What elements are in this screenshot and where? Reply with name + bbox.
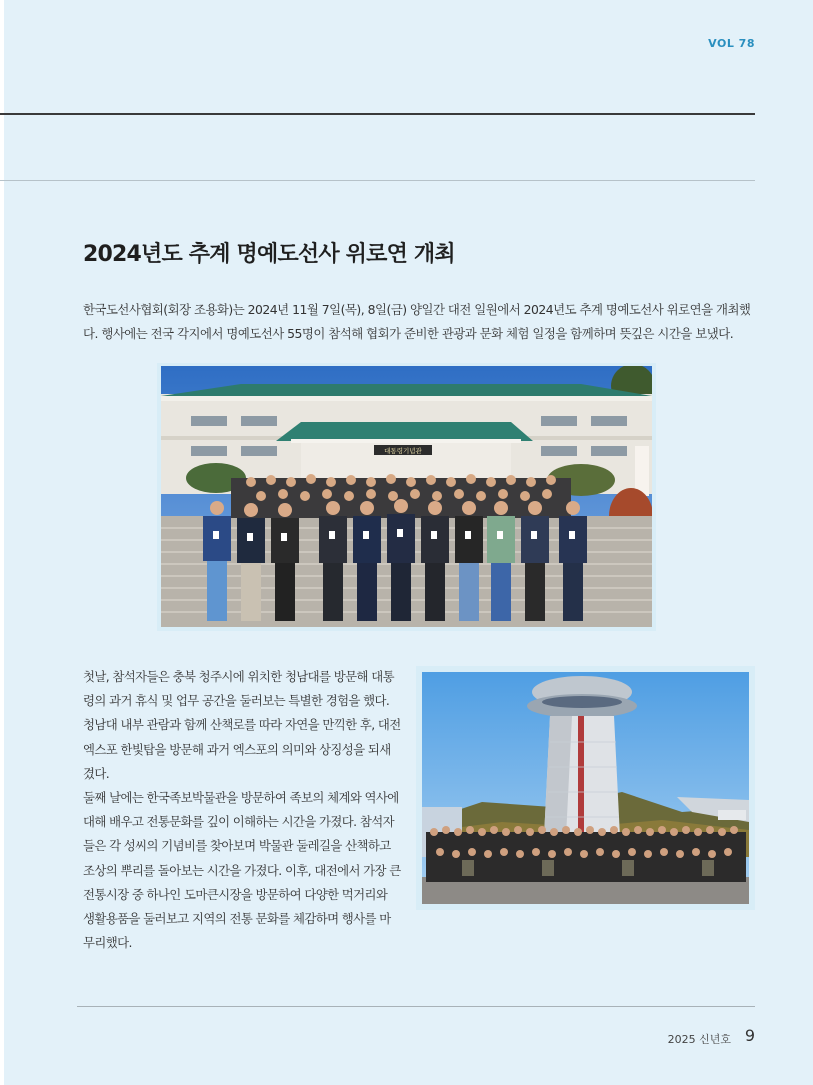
group-photo-building-image <box>161 366 652 627</box>
article-title: 2024년도 추계 명예도선사 위로연 개최 <box>83 242 455 267</box>
page-number: 9 <box>744 1026 755 1045</box>
volume-label: VOL 78 <box>708 37 755 50</box>
section-rule <box>0 180 755 181</box>
issue-label: 2025 신년호 <box>667 1033 731 1046</box>
group-photo-tower <box>416 666 755 910</box>
article-body <box>83 665 401 955</box>
svg-text:대통령기념관: 대통령기념관 <box>384 447 422 455</box>
body-paragraph: 첫날, 참석자들은 충북 청주시에 위치한 청남대를 방문해 대통령의 과거 휴식 및 업무 공간을 둘러보는 특별한 경험을 했다. 청남대 내부 관람과 함께 산책로를 따라 자연을 만끽한 후, 대전 엑스포 한빛탑을 방문해 과거 엑스포의 의미와 상징성을 되새겼다. <box>83 669 401 781</box>
header-rule <box>0 113 755 115</box>
article-intro: 한국도선사협회(회장 조용화)는 2024년 11월 7일(목), 8일(금) 양일간 대전 일원에서 2024년도 추계 명예도선사 위로연을 개최했다. 행사에는 전국 각지에서 명예도선사 55명이 참석해 협회가 준비한 관광과 문화 체험 일정을 함께하며 뜻깊은 시간을 보냈다. <box>83 302 751 341</box>
footer-rule <box>77 1006 755 1007</box>
group-photo-building <box>157 363 656 631</box>
body-paragraph: 둘째 날에는 한국족보박물관을 방문하여 족보의 체계와 역사에 대해 배우고 전통문화를 깊이 이해하는 시간을 가졌다. 참석자들은 각 성씨의 기념비를 찾아보며 박물관 둘레길을 산책하고 조상의 뿌리를 돌아보는 시간을 가졌다. 이후, 대전에서 가장 큰 전통시장 중 하나인 도마큰시장을 방문하여 다양한 먹거리와 생활용품을 둘러보고 지역의 전통 문화를 체감하며 행사를 마무리했다. <box>83 790 401 951</box>
page-edge <box>0 0 4 1085</box>
group-photo-tower-image <box>422 672 749 904</box>
